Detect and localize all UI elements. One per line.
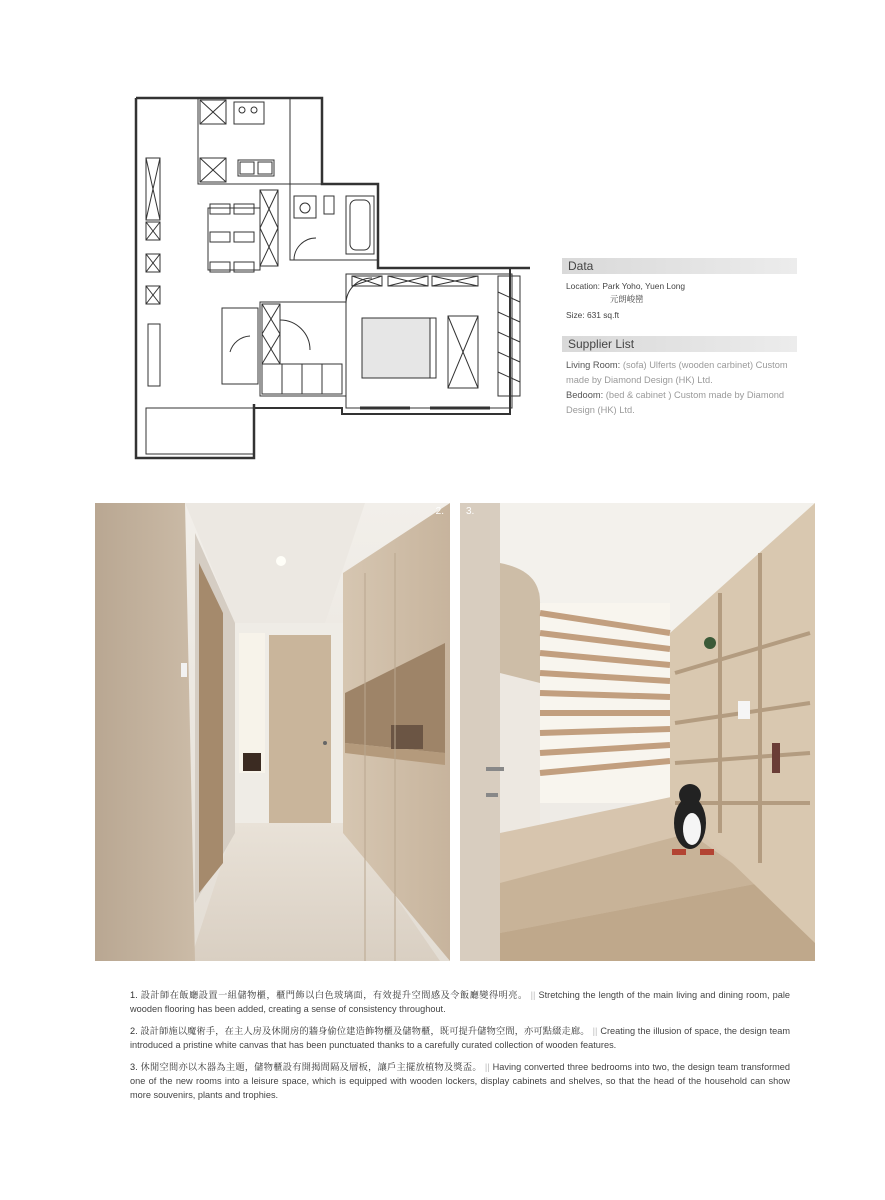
leisure-room-photo — [460, 503, 815, 961]
supplier-living-room — [562, 358, 797, 388]
caption-1-separator: || — [530, 990, 536, 1000]
caption-3-separator: || — [484, 1062, 490, 1072]
corridor-photo — [95, 503, 450, 961]
caption-2-separator: || — [592, 1026, 598, 1036]
caption-1-chinese: 1. 設計師在飯廳設置一組儲物櫃，櫃門飾以白色玻璃面，有效提升空間感及令飯廳變得明亮。 — [130, 990, 528, 1000]
floor-plan — [130, 92, 530, 464]
supplier-bedroom — [562, 388, 797, 418]
living-room-label: Living Room: — [566, 360, 621, 370]
captions — [130, 988, 790, 1110]
supplier-heading: Supplier List — [562, 336, 797, 352]
living-room-text: (sofa) Ulferts (wooden carbinet) Custom made by Diamond Design (HK) Ltd. — [566, 360, 788, 385]
corridor-photo-image — [95, 503, 450, 961]
photo-2-number: 2. — [435, 506, 444, 517]
caption-3-english: Having converted three bedrooms into two, the design team transformed one of the new rooms into a leisure space, which is equipped with wooden lockers, display cabinets and shelves, so that the head of the household can show more souvenirs, plants and trophies. — [130, 1062, 790, 1100]
caption-2 — [130, 1024, 790, 1052]
photo-3-number: 3. — [466, 506, 475, 517]
caption-1-english: Stretching the length of the main living and dining room, pale wooden flooring has been added, creating a sense of consistency throughout. — [130, 990, 791, 1014]
bedroom-text: (bed & cabinet ) Custom made by Diamond Design (HK) Ltd. — [566, 390, 785, 415]
data-heading: Data — [562, 258, 797, 274]
location-chinese-text: 元朗峻巒 — [610, 294, 644, 304]
info-panel — [562, 258, 797, 418]
size-text: Size: 631 sq.ft — [566, 310, 620, 320]
caption-3-chinese: 3. 休閒空間亦以木器為主題，儲物櫃設有開揭間隔及層板，讓戶主擺放植物及獎盃。 — [130, 1062, 482, 1072]
leisure-room-photo-image — [460, 503, 815, 961]
caption-1 — [130, 988, 790, 1016]
location-text: Location: Park Yoho, Yuen Long — [566, 281, 686, 291]
caption-3 — [130, 1060, 790, 1102]
caption-2-chinese: 2. 設計師施以魔術手，在主人房及休閒房的牆身偷位建造飾物櫃及儲物櫃，既可提升儲物空間，亦可點綴走廊。 — [130, 1026, 590, 1036]
bedroom-label: Bedoom: — [566, 390, 604, 400]
caption-2-english: Creating the illusion of space, the design team introduced a pristine white canvas that has been punctuated thanks to a carefully curated collection of wooden features. — [130, 1026, 790, 1050]
